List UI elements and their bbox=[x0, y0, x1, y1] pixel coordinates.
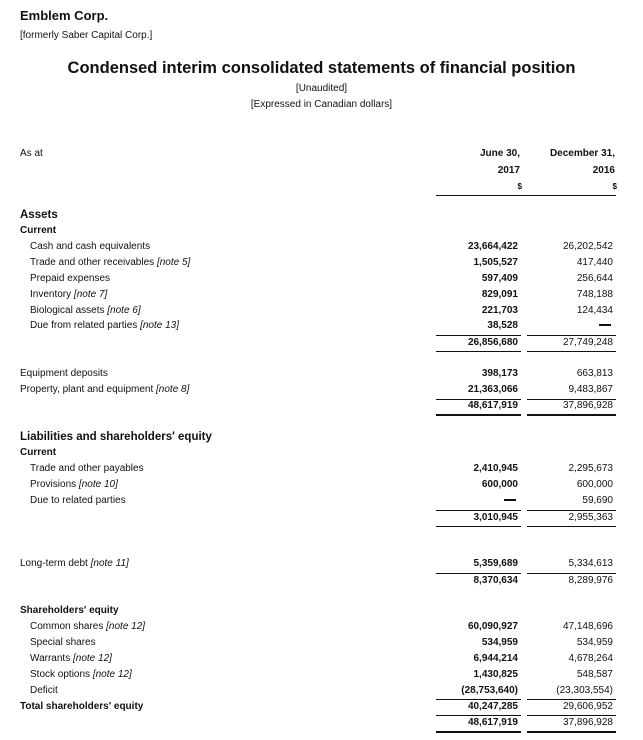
value-2017: 1,430,825 bbox=[473, 669, 518, 680]
as-at-label: As at bbox=[20, 148, 43, 159]
row-label: Trade and other receivables [note 5] bbox=[30, 257, 191, 268]
row-label: Warrants [note 12] bbox=[30, 653, 112, 664]
equity-heading: Shareholders' equity bbox=[20, 605, 119, 616]
value-2016: 2,295,673 bbox=[568, 463, 613, 474]
note-ref: [note 11] bbox=[90, 558, 129, 569]
note-ref: [note 12] bbox=[92, 669, 132, 680]
value-2016: 37,896,928 bbox=[562, 717, 613, 728]
subtotal-rule bbox=[436, 335, 521, 336]
value-2017: 597,409 bbox=[481, 273, 518, 284]
value-2017: 534,959 bbox=[481, 637, 518, 648]
liabilities-heading: Liabilities and shareholders' equity bbox=[20, 431, 212, 443]
value-2016: 59,690 bbox=[582, 495, 613, 506]
value-2016: 8,289,976 bbox=[568, 575, 613, 586]
row-label: Prepaid expenses bbox=[30, 273, 111, 284]
note-ref: [note 12] bbox=[106, 621, 146, 632]
value-2017: (28,753,640) bbox=[461, 685, 518, 696]
value-2017: 221,703 bbox=[481, 305, 518, 316]
value-2017: 48,617,919 bbox=[467, 717, 518, 728]
value-2016: 534,959 bbox=[576, 637, 613, 648]
double-rule bbox=[436, 731, 521, 733]
double-rule bbox=[527, 731, 616, 733]
value-2017: 1,505,527 bbox=[473, 257, 518, 268]
table-row bbox=[0, 653, 643, 668]
total-rule bbox=[527, 573, 616, 574]
col2-header-line2: 2016 bbox=[592, 165, 615, 176]
col1-unit: $ bbox=[517, 182, 522, 191]
company-name: Emblem Corp. bbox=[20, 8, 109, 23]
col1-header-line2: 2017 bbox=[497, 165, 520, 176]
row-label: Biological assets [note 6] bbox=[30, 305, 141, 316]
value-2017: 21,363,066 bbox=[467, 384, 518, 395]
table-row bbox=[0, 289, 643, 304]
table-row bbox=[0, 685, 643, 700]
col2-header-line1: December 31, bbox=[549, 148, 615, 159]
row-label: Deficit bbox=[30, 685, 58, 696]
subtotal-rule bbox=[527, 699, 616, 700]
row-label: Provisions [note 10] bbox=[30, 479, 118, 490]
currency-note: [Expressed in Canadian dollars] bbox=[250, 99, 393, 110]
note-ref: [note 10] bbox=[78, 479, 118, 490]
value-2016: 663,813 bbox=[576, 368, 613, 379]
value-2017: 48,617,919 bbox=[467, 400, 518, 411]
row-label: Equipment deposits bbox=[20, 368, 108, 379]
subtotal-rule bbox=[436, 526, 521, 527]
table-row bbox=[0, 320, 643, 335]
row-label: Common shares [note 12] bbox=[30, 621, 146, 632]
total-rule bbox=[527, 715, 616, 716]
total-equity-label: Total shareholders' equity bbox=[20, 701, 144, 712]
former-name: [formerly Saber Capital Corp.] bbox=[20, 30, 153, 41]
value-2016: 27,749,248 bbox=[562, 337, 613, 348]
unaudited-note: [Unaudited] bbox=[295, 83, 348, 94]
liabilities-heading-row bbox=[0, 431, 643, 446]
value-2016: 29,606,952 bbox=[562, 701, 613, 712]
value-2017: 600,000 bbox=[481, 479, 518, 490]
subtotal-rule bbox=[436, 351, 521, 352]
row-label: Due from related parties [note 13] bbox=[30, 320, 179, 331]
value-2016: 124,434 bbox=[576, 305, 613, 316]
note-ref: [note 12] bbox=[72, 653, 112, 664]
value-2016: 256,644 bbox=[576, 273, 613, 284]
value-2016: 5,334,613 bbox=[568, 558, 613, 569]
col1-header-line1: June 30, bbox=[479, 148, 520, 159]
double-rule bbox=[527, 414, 616, 416]
current-heading: Current bbox=[20, 225, 57, 236]
value-2017: 40,247,285 bbox=[467, 701, 518, 712]
current-liabilities-total-row bbox=[0, 512, 643, 527]
value-2017: 8,370,634 bbox=[473, 575, 518, 586]
nil-dash bbox=[599, 324, 611, 326]
table-row bbox=[0, 463, 643, 478]
value-2017: 23,664,422 bbox=[467, 241, 518, 252]
row-label: Stock options [note 12] bbox=[30, 669, 132, 680]
value-2017: 38,528 bbox=[487, 320, 518, 331]
note-ref: [note 13] bbox=[140, 320, 179, 331]
value-2017: 398,173 bbox=[481, 368, 518, 379]
value-2017 bbox=[420, 495, 518, 506]
subtotal-rule bbox=[436, 510, 521, 511]
subtotal-rule bbox=[527, 335, 616, 336]
row-label: Property, plant and equipment [note 8] bbox=[20, 384, 190, 395]
value-2017: 3,010,945 bbox=[473, 512, 518, 523]
table-row bbox=[0, 305, 643, 320]
assets-heading: Assets bbox=[20, 209, 58, 221]
assets-heading-row bbox=[0, 209, 643, 224]
value-2016 bbox=[515, 320, 613, 331]
row-label: Cash and cash equivalents bbox=[30, 241, 151, 252]
subtotal-rule bbox=[527, 526, 616, 527]
value-2016: 600,000 bbox=[576, 479, 613, 490]
value-2016: 47,148,696 bbox=[562, 621, 613, 632]
table-row bbox=[0, 637, 643, 652]
value-2016: 26,202,542 bbox=[562, 241, 613, 252]
note-ref: [note 8] bbox=[156, 384, 190, 395]
total-rule bbox=[436, 715, 521, 716]
table-row bbox=[0, 479, 643, 494]
value-2017: 6,944,214 bbox=[473, 653, 518, 664]
value-2016: 4,678,264 bbox=[568, 653, 613, 664]
total-rule bbox=[436, 573, 521, 574]
table-row bbox=[0, 669, 643, 684]
header-rule bbox=[436, 195, 616, 196]
note-ref: [note 6] bbox=[107, 305, 141, 316]
row-label: Trade and other payables bbox=[30, 463, 144, 474]
subtotal-rule bbox=[436, 699, 521, 700]
subtotal-rule bbox=[527, 510, 616, 511]
liabilities-current-heading-row bbox=[0, 447, 643, 462]
table-row bbox=[0, 495, 643, 510]
value-2017: 26,856,680 bbox=[467, 337, 518, 348]
table-row bbox=[0, 273, 643, 288]
row-label: Inventory [note 7] bbox=[30, 289, 108, 300]
table-row bbox=[0, 621, 643, 636]
value-2016: 417,440 bbox=[576, 257, 613, 268]
value-2016: 548,587 bbox=[576, 669, 613, 680]
note-ref: [note 5] bbox=[156, 257, 191, 268]
assets-current-heading-row bbox=[0, 225, 643, 240]
table-row bbox=[0, 241, 643, 256]
statement-title: Condensed interim consolidated statements of financial position bbox=[67, 59, 576, 77]
row-label: Special shares bbox=[30, 637, 96, 648]
value-2016: (23,303,554) bbox=[556, 685, 613, 696]
table-row bbox=[0, 257, 643, 272]
total-assets-row bbox=[0, 400, 643, 415]
value-2017: 5,359,689 bbox=[473, 558, 518, 569]
value-2016: 748,188 bbox=[576, 289, 613, 300]
value-2017: 829,091 bbox=[481, 289, 518, 300]
total-liabilities-equity-row bbox=[0, 717, 643, 732]
value-2017: 60,090,927 bbox=[467, 621, 518, 632]
table-row bbox=[0, 558, 643, 573]
subtotal-rule bbox=[527, 351, 616, 352]
value-2016: 9,483,867 bbox=[568, 384, 613, 395]
table-row bbox=[0, 384, 643, 399]
row-label: Long-term debt [note 11] bbox=[20, 558, 129, 569]
value-2016: 2,955,363 bbox=[568, 512, 613, 523]
total-equity-row bbox=[0, 701, 643, 716]
col2-unit: $ bbox=[612, 182, 617, 191]
value-2017: 2,410,945 bbox=[473, 463, 518, 474]
value-2016: 37,896,928 bbox=[562, 400, 613, 411]
total-liabilities-row bbox=[0, 575, 643, 590]
equity-heading-row bbox=[0, 605, 643, 620]
double-rule bbox=[436, 414, 521, 416]
note-ref: [note 7] bbox=[73, 289, 108, 300]
row-label: Due to related parties bbox=[30, 495, 126, 506]
current-assets-total-row bbox=[0, 337, 643, 352]
table-row bbox=[0, 368, 643, 383]
current-heading: Current bbox=[20, 447, 57, 458]
